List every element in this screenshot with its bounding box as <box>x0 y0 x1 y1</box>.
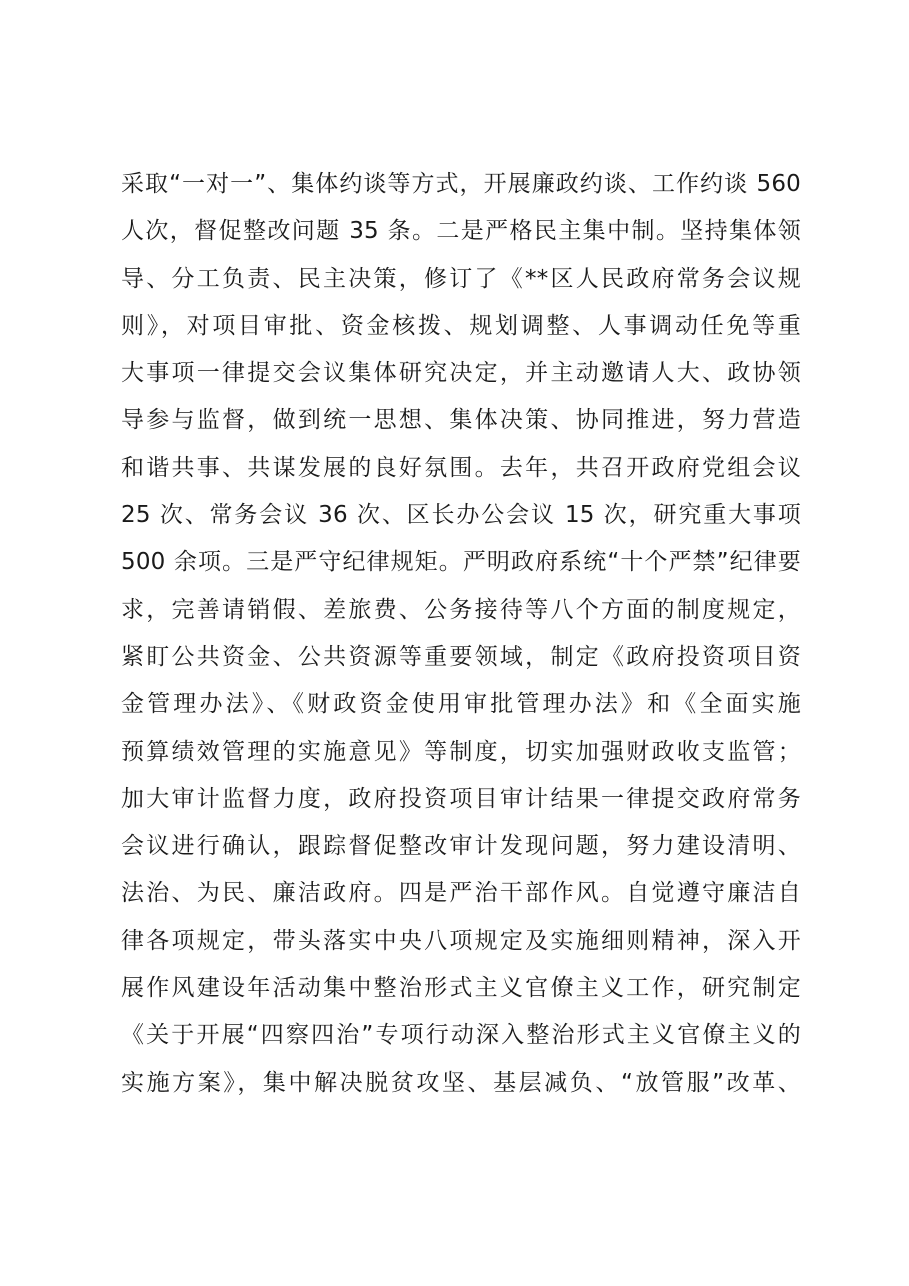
text-line-18: 展作风建设年活动集中整治形式主义官僚主义工作，研究制定 <box>121 975 801 1002</box>
text-line-11: 紧盯公共资金、公共资源等重要领域，制定《政府投资项目资 <box>121 643 801 670</box>
text-line-17: 律各项规定，带头落实中央八项规定及实施细则精神，深入开 <box>121 927 801 954</box>
text-line-4: 则》，对项目审批、资金核拨、规划调整、人事调动任免等重 <box>121 312 801 339</box>
text-line-19: 《关于开展“四察四治”专项行动深入整治形式主义官僚主义的 <box>121 1022 801 1049</box>
text-line-15: 会议进行确认，跟踪督促整改审计发现问题，努力建设清明、 <box>121 833 801 860</box>
text-line-16: 法治、为民、廉洁政府。四是严治干部作风。自觉遵守廉洁自 <box>121 880 801 907</box>
body-text <box>121 161 801 1107</box>
text-line-5: 大事项一律提交会议集体研究决定，并主动邀请人大、政协领 <box>121 360 801 387</box>
text-line-14: 加大审计监督力度，政府投资项目审计结果一律提交政府常务 <box>121 785 801 812</box>
text-line-1: 采取“一对一”、集体约谈等方式，开展廉政约谈、工作约谈 560 <box>121 171 801 197</box>
text-line-12: 金管理办法》、《财政资金使用审批管理办法》和《全面实施 <box>121 691 801 718</box>
text-line-6: 导参与监督，做到统一思想、集体决策、协同推进，努力营造 <box>121 407 801 434</box>
text-line-3: 导、分工负责、民主决策，修订了《**区人民政府常务会议规 <box>121 265 801 292</box>
text-line-7: 和谐共事、共谋发展的良好氛围。去年，共召开政府党组会议 <box>121 454 801 481</box>
text-line-20: 实施方案》，集中解决脱贫攻坚、基层减负、“放管服”改革、 <box>121 1069 801 1096</box>
text-line-9: 500 余项。三是严守纪律规矩。严明政府系统“十个严禁”纪律要 <box>121 549 801 576</box>
text-line-2: 人次，督促整改问题 35 条。二是严格民主集中制。坚持集体领 <box>121 218 801 245</box>
text-line-8: 25 次、常务会议 36 次、区长办公会议 15 次，研究重大事项 <box>121 502 801 529</box>
text-line-10: 求，完善请销假、差旅费、公务接待等八个方面的制度规定， <box>121 596 801 623</box>
text-line-13: 预算绩效管理的实施意见》等制度，切实加强财政收支监管； <box>121 738 801 765</box>
